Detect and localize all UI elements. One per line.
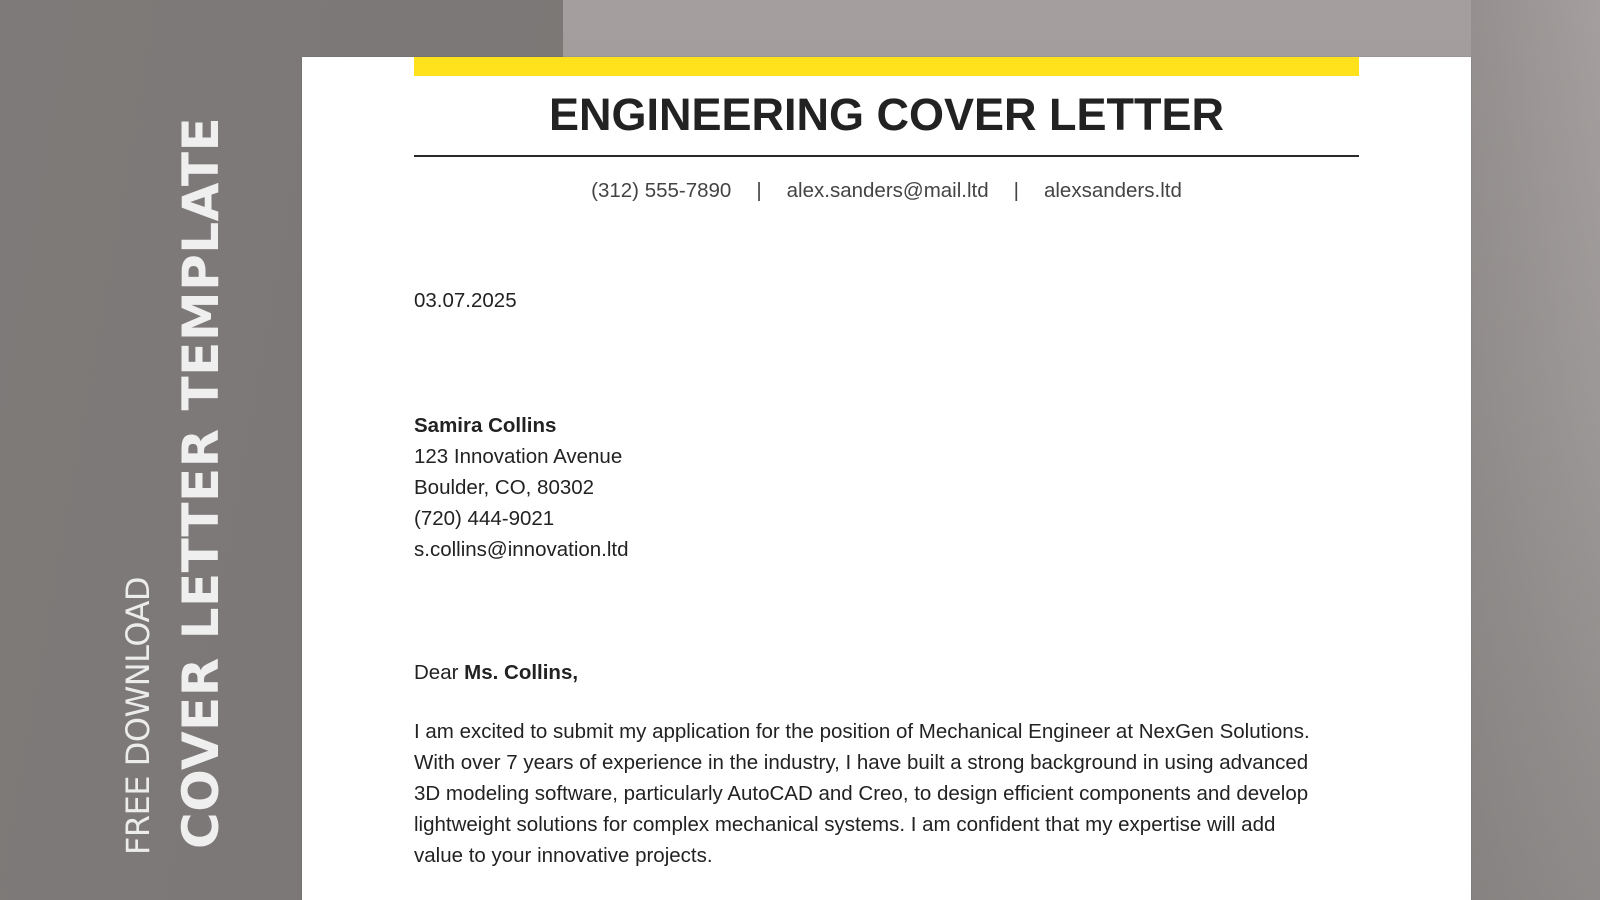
contact-separator: | (1013, 179, 1019, 202)
sidebar-title: COVER LETTER TEMPLATE (172, 116, 230, 849)
recipient-phone: (720) 444-9021 (414, 507, 555, 530)
letter-date: 03.07.2025 (414, 289, 517, 312)
paragraph-line: 3D modeling software, particularly AutoCAD and Creo, to design efficient components and develop (414, 782, 1309, 805)
title-divider (414, 155, 1359, 157)
salutation (414, 657, 1374, 688)
accent-bar (414, 57, 1359, 76)
recipient-address-line1: 123 Innovation Avenue (414, 445, 623, 468)
sidebar-subtitle: FREE DOWNLOAD (119, 577, 157, 855)
contact-line (414, 177, 1359, 205)
sender-website: alexsanders.ltd (1043, 179, 1182, 202)
document-page (302, 57, 1471, 900)
salutation-name: Ms. Collins, (464, 661, 579, 684)
sender-phone: (312) 555-7890 (591, 179, 732, 202)
paragraph-line: value to your innovative projects. (414, 844, 713, 867)
paragraph-line: With over 7 years of experience in the industry, I have built a strong background in using advanced (414, 751, 1309, 774)
body-paragraph (414, 716, 1374, 871)
recipient-address-line2: Boulder, CO, 80302 (414, 476, 595, 499)
recipient-email: s.collins@innovation.ltd (414, 538, 629, 561)
recipient-name: Samira Collins (414, 414, 557, 437)
recipient-block (414, 410, 1374, 565)
salutation-greeting: Dear (414, 661, 459, 684)
sender-email: alex.sanders@mail.ltd (786, 179, 989, 202)
contact-separator: | (756, 179, 762, 202)
paragraph-line: lightweight solutions for complex mechanical systems. I am confident that my expertise will add (414, 813, 1276, 836)
paragraph-line: I am excited to submit my application for the position of Mechanical Engineer at NexGen Solutions. (414, 720, 1310, 743)
document-title: ENGINEERING COVER LETTER (548, 89, 1225, 140)
